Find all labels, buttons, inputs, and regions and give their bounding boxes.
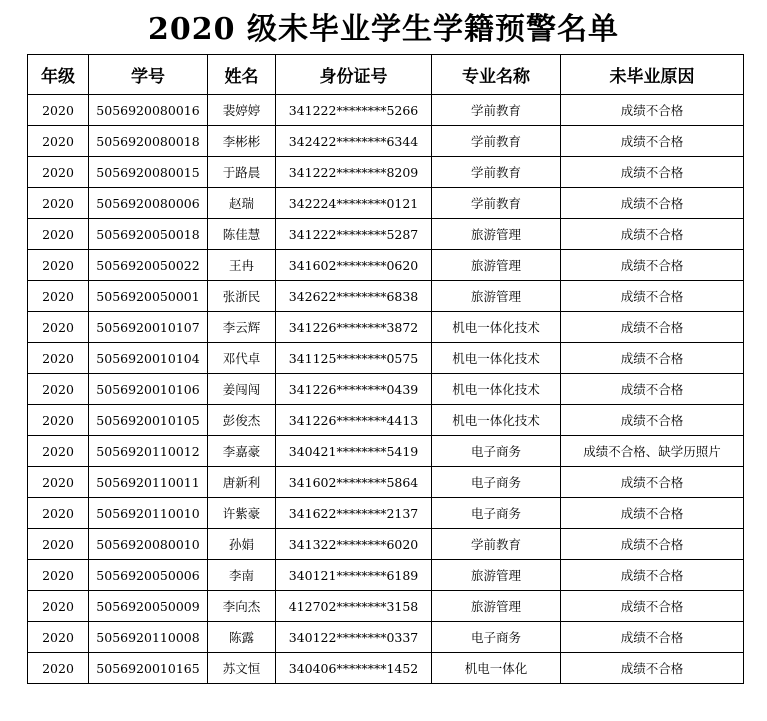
cell-name: 彭俊杰 <box>208 405 276 436</box>
cell-major: 旅游管理 <box>432 591 561 622</box>
cell-grade: 2020 <box>28 591 89 622</box>
cell-major: 学前教育 <box>432 95 561 126</box>
cell-reason: 成绩不合格 <box>561 498 744 529</box>
table-body <box>28 95 744 684</box>
table-row <box>28 157 744 188</box>
cell-grade: 2020 <box>28 622 89 653</box>
cell-major: 旅游管理 <box>432 281 561 312</box>
cell-grade: 2020 <box>28 529 89 560</box>
cell-id-card: 412702********3158 <box>276 591 432 622</box>
cell-name: 李彬彬 <box>208 126 276 157</box>
cell-grade: 2020 <box>28 560 89 591</box>
cell-major: 机电一体化技术 <box>432 343 561 374</box>
cell-reason: 成绩不合格 <box>561 467 744 498</box>
table-row <box>28 281 744 312</box>
cell-name: 王冉 <box>208 250 276 281</box>
table-row <box>28 343 744 374</box>
cell-student-id: 5056920110011 <box>89 467 208 498</box>
cell-id-card: 341226********3872 <box>276 312 432 343</box>
cell-id-card: 340406********1452 <box>276 653 432 684</box>
cell-reason: 成绩不合格 <box>561 157 744 188</box>
table-row <box>28 374 744 405</box>
cell-name: 李向杰 <box>208 591 276 622</box>
table-row <box>28 219 744 250</box>
header-reason: 未毕业原因 <box>561 55 744 95</box>
cell-reason: 成绩不合格 <box>561 653 744 684</box>
header-major: 专业名称 <box>432 55 561 95</box>
cell-name: 李云辉 <box>208 312 276 343</box>
cell-reason: 成绩不合格 <box>561 343 744 374</box>
cell-student-id: 5056920050009 <box>89 591 208 622</box>
cell-student-id: 5056920010104 <box>89 343 208 374</box>
cell-student-id: 5056920110010 <box>89 498 208 529</box>
cell-reason: 成绩不合格 <box>561 250 744 281</box>
cell-reason: 成绩不合格 <box>561 405 744 436</box>
cell-id-card: 341622********2137 <box>276 498 432 529</box>
cell-id-card: 341125********0575 <box>276 343 432 374</box>
cell-student-id: 5056920080018 <box>89 126 208 157</box>
cell-name: 孙娟 <box>208 529 276 560</box>
cell-id-card: 341222********5266 <box>276 95 432 126</box>
cell-major: 机电一体化技术 <box>432 405 561 436</box>
cell-name: 陈佳慧 <box>208 219 276 250</box>
cell-reason: 成绩不合格 <box>561 281 744 312</box>
cell-id-card: 341602********0620 <box>276 250 432 281</box>
page-title: 2020 级未毕业学生学籍预警名单 <box>148 12 619 47</box>
cell-grade: 2020 <box>28 653 89 684</box>
cell-name: 陈露 <box>208 622 276 653</box>
student-warning-table <box>27 54 744 684</box>
cell-major: 旅游管理 <box>432 219 561 250</box>
cell-name: 李南 <box>208 560 276 591</box>
cell-student-id: 5056920050018 <box>89 219 208 250</box>
cell-id-card: 340121********6189 <box>276 560 432 591</box>
cell-student-id: 5056920080016 <box>89 95 208 126</box>
cell-grade: 2020 <box>28 405 89 436</box>
cell-reason: 成绩不合格 <box>561 560 744 591</box>
cell-grade: 2020 <box>28 498 89 529</box>
cell-id-card: 340421********5419 <box>276 436 432 467</box>
cell-student-id: 5056920050001 <box>89 281 208 312</box>
cell-student-id: 5056920010106 <box>89 374 208 405</box>
cell-id-card: 342422********6344 <box>276 126 432 157</box>
table-row <box>28 188 744 219</box>
cell-id-card: 341226********4413 <box>276 405 432 436</box>
cell-student-id: 5056920110012 <box>89 436 208 467</box>
cell-grade: 2020 <box>28 126 89 157</box>
cell-reason: 成绩不合格、缺学历照片 <box>561 436 744 467</box>
table-row <box>28 560 744 591</box>
cell-name: 姜闯闯 <box>208 374 276 405</box>
cell-grade: 2020 <box>28 312 89 343</box>
cell-name: 于路晨 <box>208 157 276 188</box>
table-row <box>28 95 744 126</box>
header-student-id: 学号 <box>89 55 208 95</box>
cell-grade: 2020 <box>28 95 89 126</box>
cell-major: 机电一体化 <box>432 653 561 684</box>
cell-reason: 成绩不合格 <box>561 219 744 250</box>
cell-major: 旅游管理 <box>432 560 561 591</box>
cell-major: 学前教育 <box>432 529 561 560</box>
cell-name: 张浙民 <box>208 281 276 312</box>
cell-name: 许紫豪 <box>208 498 276 529</box>
cell-reason: 成绩不合格 <box>561 312 744 343</box>
cell-reason: 成绩不合格 <box>561 188 744 219</box>
cell-student-id: 5056920050022 <box>89 250 208 281</box>
cell-grade: 2020 <box>28 436 89 467</box>
table-row <box>28 126 744 157</box>
cell-id-card: 341602********5864 <box>276 467 432 498</box>
cell-reason: 成绩不合格 <box>561 126 744 157</box>
table-row <box>28 436 744 467</box>
cell-id-card: 342224********0121 <box>276 188 432 219</box>
cell-grade: 2020 <box>28 281 89 312</box>
cell-reason: 成绩不合格 <box>561 591 744 622</box>
cell-id-card: 340122********0337 <box>276 622 432 653</box>
cell-student-id: 5056920010107 <box>89 312 208 343</box>
header-name: 姓名 <box>208 55 276 95</box>
table-row <box>28 312 744 343</box>
table-row <box>28 591 744 622</box>
cell-id-card: 342622********6838 <box>276 281 432 312</box>
cell-major: 旅游管理 <box>432 250 561 281</box>
table-row <box>28 467 744 498</box>
cell-major: 电子商务 <box>432 622 561 653</box>
cell-grade: 2020 <box>28 250 89 281</box>
cell-grade: 2020 <box>28 219 89 250</box>
cell-student-id: 5056920010105 <box>89 405 208 436</box>
cell-major: 电子商务 <box>432 436 561 467</box>
cell-grade: 2020 <box>28 157 89 188</box>
cell-name: 赵瑞 <box>208 188 276 219</box>
cell-major: 机电一体化技术 <box>432 374 561 405</box>
cell-reason: 成绩不合格 <box>561 95 744 126</box>
cell-grade: 2020 <box>28 374 89 405</box>
cell-major: 学前教育 <box>432 157 561 188</box>
cell-id-card: 341226********0439 <box>276 374 432 405</box>
header-grade: 年级 <box>28 55 89 95</box>
cell-student-id: 5056920080010 <box>89 529 208 560</box>
cell-id-card: 341222********8209 <box>276 157 432 188</box>
cell-grade: 2020 <box>28 343 89 374</box>
table-row <box>28 529 744 560</box>
table-row <box>28 622 744 653</box>
cell-student-id: 5056920080015 <box>89 157 208 188</box>
table-row <box>28 250 744 281</box>
cell-student-id: 5056920110008 <box>89 622 208 653</box>
cell-name: 李嘉豪 <box>208 436 276 467</box>
cell-major: 学前教育 <box>432 126 561 157</box>
table-row <box>28 405 744 436</box>
cell-reason: 成绩不合格 <box>561 622 744 653</box>
cell-grade: 2020 <box>28 467 89 498</box>
cell-major: 学前教育 <box>432 188 561 219</box>
cell-reason: 成绩不合格 <box>561 374 744 405</box>
cell-grade: 2020 <box>28 188 89 219</box>
header-id-card: 身份证号 <box>276 55 432 95</box>
cell-student-id: 5056920080006 <box>89 188 208 219</box>
cell-major: 机电一体化技术 <box>432 312 561 343</box>
cell-name: 邓代卓 <box>208 343 276 374</box>
cell-student-id: 5056920010165 <box>89 653 208 684</box>
cell-id-card: 341222********5287 <box>276 219 432 250</box>
cell-student-id: 5056920050006 <box>89 560 208 591</box>
table-row <box>28 498 744 529</box>
cell-major: 电子商务 <box>432 467 561 498</box>
table-header-row <box>28 55 744 95</box>
cell-name: 苏文恒 <box>208 653 276 684</box>
cell-name: 裴婷婷 <box>208 95 276 126</box>
cell-major: 电子商务 <box>432 498 561 529</box>
cell-id-card: 341322********6020 <box>276 529 432 560</box>
cell-name: 唐新利 <box>208 467 276 498</box>
cell-reason: 成绩不合格 <box>561 529 744 560</box>
table-row <box>28 653 744 684</box>
